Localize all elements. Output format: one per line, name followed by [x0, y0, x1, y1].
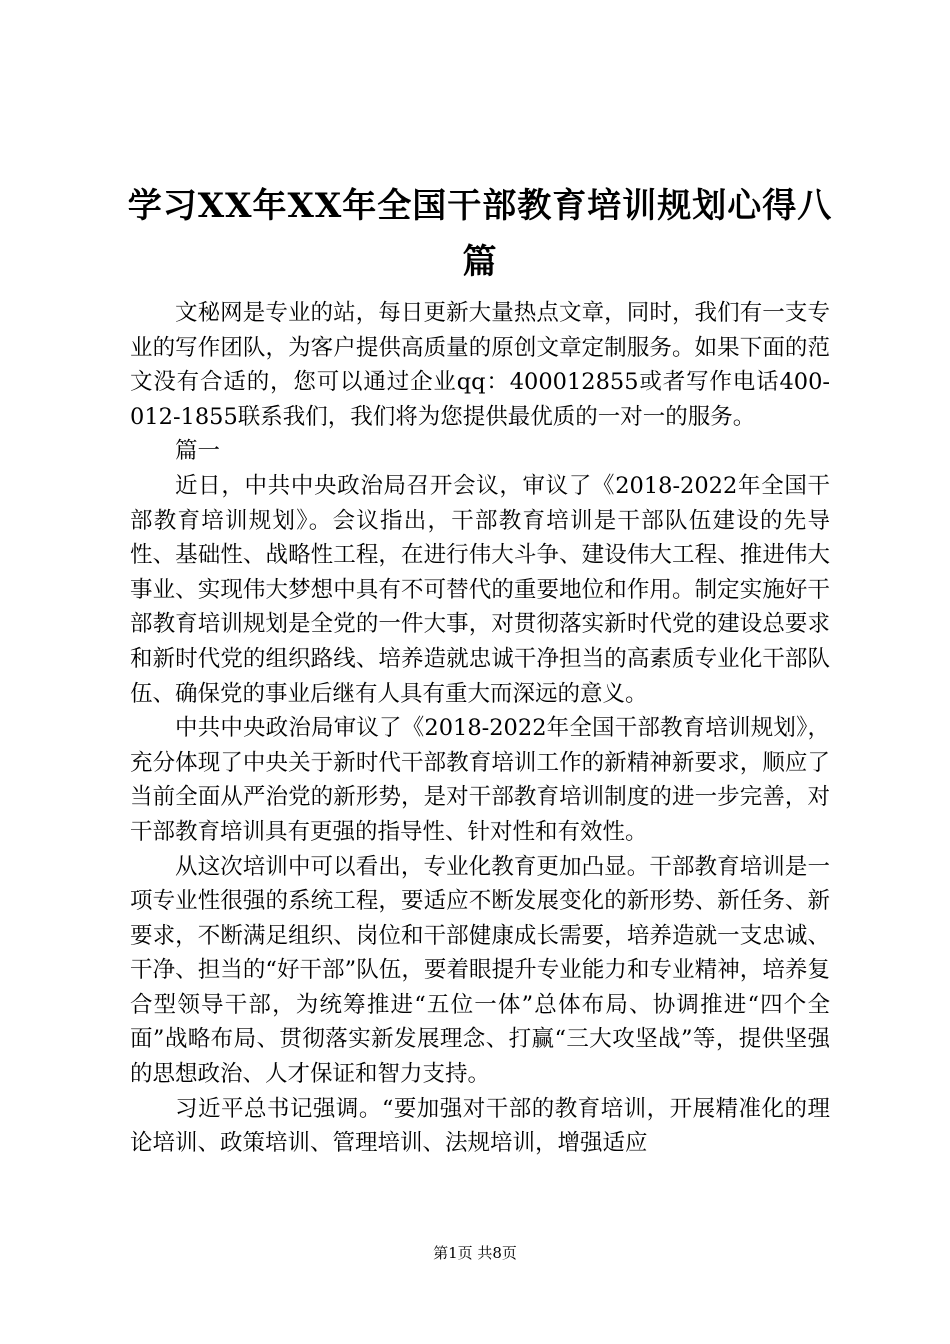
- paragraph: 中共中央政治局审议了《2018-2022年全国干部教育培训规划》，充分体现了中央关于新时代干部教育培训工作的新精神新要求，顺应了当前全面从严治党的新形势，是对干部教育培训制度的进一步完善，对干部教育培训具有更强的指导性、针对性和有效性。: [130, 715, 830, 845]
- page-footer: 第1页 共8页: [433, 1244, 517, 1262]
- paragraph: 近日，中共中央政治局召开会议，审议了《2018-2022年全国干部教育培训规划》。会议指出，干部教育培训是干部队伍建设的先导性、基础性、战略性工程，在进行伟大斗争、建设伟大工程、推进伟大事业、实现伟大梦想中具有不可替代的重要地位和作用。制定实施好干部教育培训规划是全党的一件大事，对贯彻落实新时代党的建设总要求和新时代党的组织路线、培养造就忠诚干净担当的高素质专业化干部队伍、确保党的事业后继有人具有重大而深远的意义。: [130, 472, 830, 707]
- paragraph: 从这次培训中可以看出，专业化教育更加凸显。干部教育培训是一项专业性很强的系统工程，要适应不断发展变化的新形势、新任务、新要求，不断满足组织、岗位和干部健康成长需要，培养造就一支忠诚、干净、担当的“好干部”队伍，要着眼提升专业能力和专业精神，培养复合型领导干部，为统筹推进“五位一体”总体布局、协调推进“四个全面”战略布局、贯彻落实新发展理念、打赢“三大攻坚战”等，提供坚强的思想政治、人才保证和智力支持。: [130, 853, 830, 1088]
- document-title: 学习XX年XX年全国干部教育培训规划心得八篇: [127, 186, 833, 282]
- section-heading: 篇一: [175, 438, 221, 465]
- paragraph: 习近平总书记强调。“要加强对干部的教育培训，开展精准化的理论培训、政策培训、管理培训、法规培训，增强适应: [130, 1095, 830, 1157]
- paragraph-intro: 文秘网是专业的站，每日更新大量热点文章，同时，我们有一支专业的写作团队，为客户提供高质量的原创文章定制服务。如果下面的范文没有合适的，您可以通过企业qq：400012855或者写作电话400-012-1855联系我们，我们将为您提供最优质的一对一的服务。: [130, 300, 830, 430]
- document-body: [130, 296, 830, 1161]
